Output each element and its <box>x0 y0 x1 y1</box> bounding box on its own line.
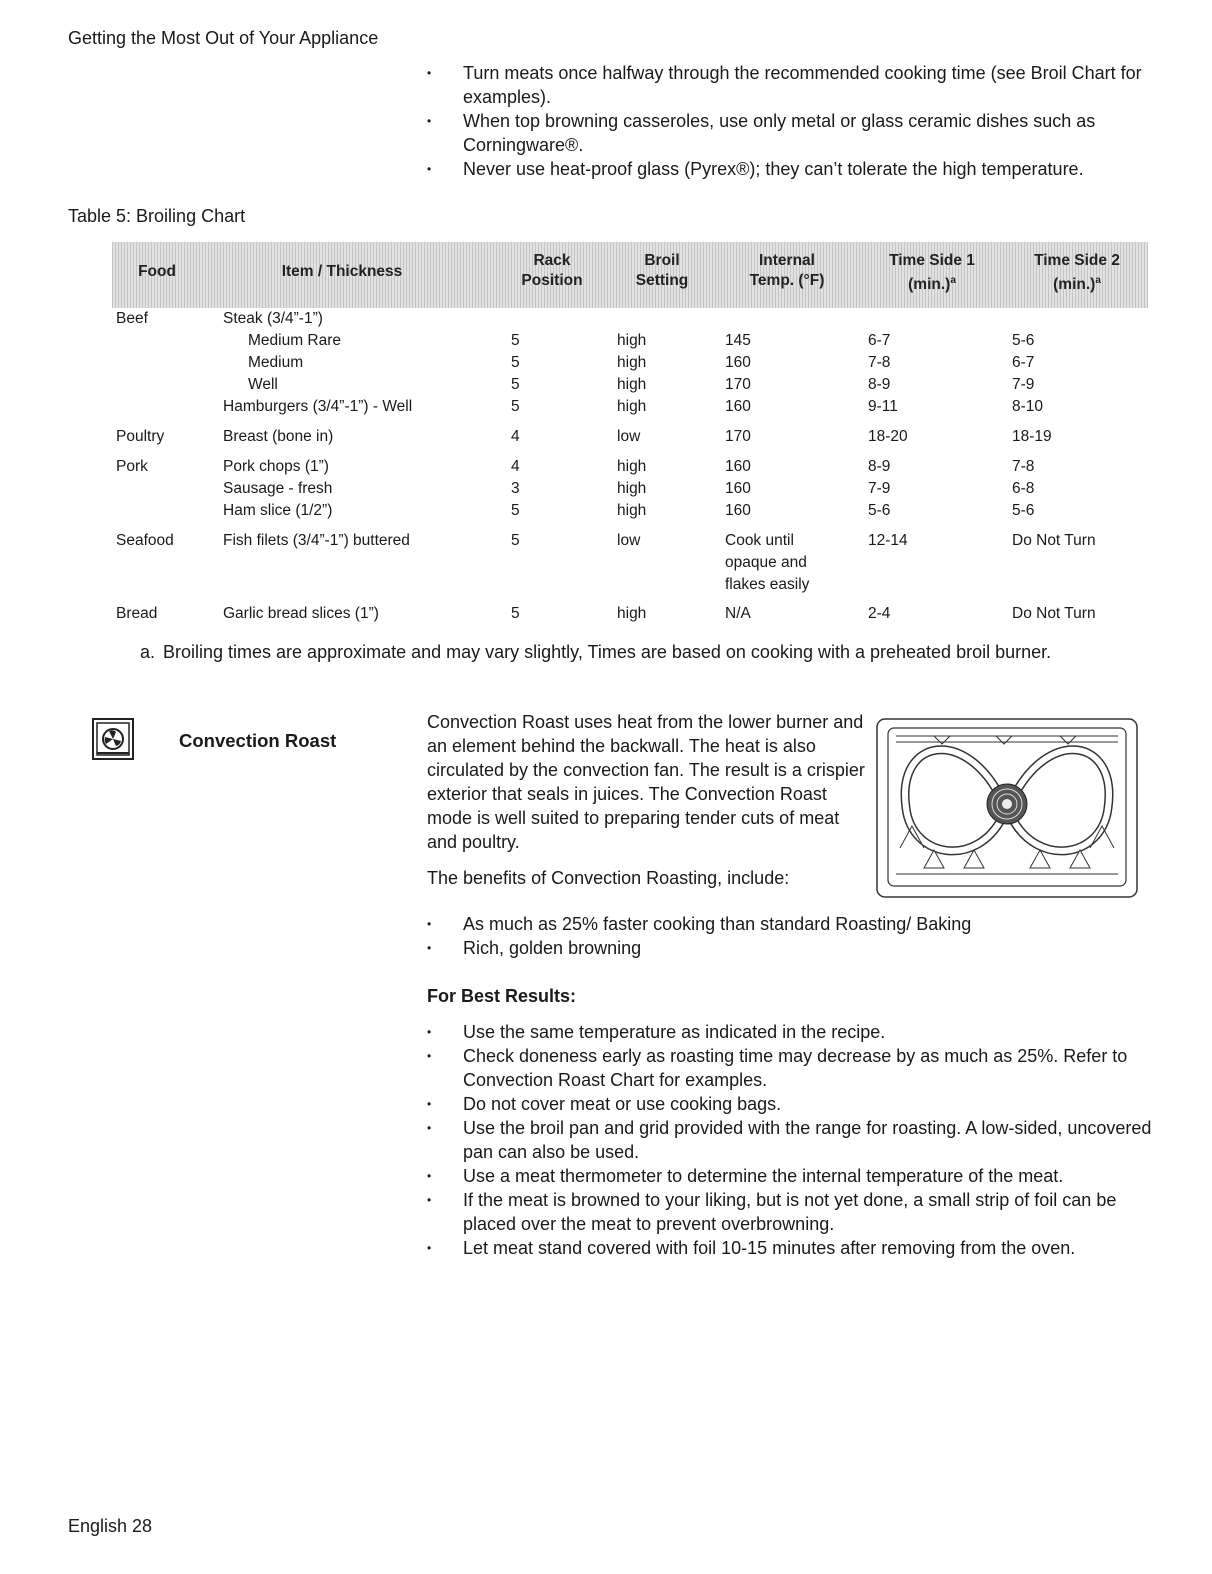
cell-time-2: 5-6 <box>1012 332 1035 349</box>
cell-broil: high <box>617 376 647 393</box>
cell-time-2: 6-7 <box>1012 354 1035 371</box>
cell-time-1: 12-14 <box>868 532 908 549</box>
cell-rack: 5 <box>511 398 520 415</box>
header-time-side-1: Time Side 1 $(\min.)^a$ <box>889 252 975 294</box>
cell-time-2: 18-19 <box>1012 428 1052 445</box>
cell-broil: high <box>617 480 647 497</box>
list-item: • When top browning casseroles, use only metal or glass ceramic dishes such as Corningware®. <box>427 109 1157 157</box>
cell-item: Medium <box>248 354 304 371</box>
cell-food: Beef <box>116 310 148 327</box>
cell-item: Garlic bread slices (1”) <box>223 605 379 622</box>
cell-temp: 160 <box>725 480 751 497</box>
cell-time-2: 7-9 <box>1012 376 1035 393</box>
header-time-side-2: Time Side 2 $(\min.)^a$ <box>1034 252 1120 294</box>
cell-item: Sausage - fresh <box>223 480 333 497</box>
list-item: • Let meat stand covered with foil 10-15 minutes after removing from the oven. <box>427 1236 1157 1260</box>
cell-time-2: Do Not Turn <box>1012 532 1096 549</box>
cell-temp: 170 <box>725 428 751 445</box>
list-item: • If the meat is browned to your liking, but is not yet done, a small strip of foil can be placed over the meat to prevent overbrowning. <box>427 1188 1157 1236</box>
oven-airflow-diagram <box>876 718 1138 898</box>
benefits-intro: The benefits of Convection Roasting, include: <box>427 868 790 888</box>
list-item: • Never use heat-proof glass (Pyrex®); they can’t tolerate the high temperature. <box>427 157 1157 181</box>
best-results-list <box>427 1020 1157 1260</box>
page-footer: English 28 <box>68 1516 153 1536</box>
cell-item: Well <box>248 376 278 393</box>
cell-rack: 5 <box>511 376 520 393</box>
cell-broil: high <box>617 332 647 349</box>
cell-item: Breast (bone in) <box>223 428 334 445</box>
cell-food: Poultry <box>116 428 165 445</box>
cell-food: Seafood <box>116 532 174 549</box>
cell-temp: 160 <box>725 354 751 371</box>
cell-item: Hamburgers (3/4”-1”) - Well <box>223 398 413 415</box>
benefits-list <box>427 912 1157 960</box>
table-header <box>112 242 1148 308</box>
header-item: Item / Thickness <box>281 263 403 280</box>
cell-broil: high <box>617 354 647 371</box>
header-broil: Broil Setting <box>635 252 689 289</box>
table-caption: Table 5: Broiling Chart <box>68 206 246 226</box>
cell-time-2: 5-6 <box>1012 502 1035 519</box>
footnote-text: Broiling times are approximate and may vary slightly, Times are based on cooking with a preheated broil burner. <box>163 642 1052 662</box>
footnote-letter: a. <box>140 642 156 662</box>
cell-time-1: 6-7 <box>868 332 891 349</box>
cell-rack: 5 <box>511 502 520 519</box>
cell-rack: 5 <box>511 332 520 349</box>
cell-time-2: 7-8 <box>1012 458 1035 475</box>
cell-temp: 170 <box>725 376 751 393</box>
cell-time-1: 7-8 <box>868 354 891 371</box>
cell-broil: high <box>617 605 647 622</box>
convection-fan-icon <box>92 718 134 760</box>
cell-item: Steak (3/4”-1”) <box>223 310 323 327</box>
cell-broil: high <box>617 398 647 415</box>
cell-rack: 4 <box>511 458 520 475</box>
list-item: • Check doneness early as roasting time may decrease by as much as 25%. Refer to Convection Roast Chart for examples. <box>427 1044 1157 1092</box>
cell-time-2: Do Not Turn <box>1012 605 1096 622</box>
cell-time-1: 5-6 <box>868 502 891 519</box>
header-rack: Rack Position <box>521 252 583 289</box>
cell-time-1: 18-20 <box>868 428 908 445</box>
cell-rack: 5 <box>511 354 520 371</box>
cell-rack: 4 <box>511 428 520 445</box>
cell-temp: N/A <box>725 605 751 622</box>
cell-rack: 5 <box>511 532 520 549</box>
intro-bullet-list <box>427 61 1157 181</box>
cell-time-1: 2-4 <box>868 605 891 622</box>
list-item: • Use the same temperature as indicated in the recipe. <box>427 1020 1157 1044</box>
cell-broil: high <box>617 502 647 519</box>
section-title: Convection Roast <box>179 730 337 751</box>
cell-broil: low <box>617 532 641 549</box>
cell-temp: 160 <box>725 502 751 519</box>
cell-temp: 160 <box>725 458 751 475</box>
cell-food: Bread <box>116 605 158 622</box>
cell-time-1: 7-9 <box>868 480 891 497</box>
header-food: Food <box>138 263 176 280</box>
best-results-title: For Best Results: <box>427 986 577 1006</box>
list-item: • Rich, golden browning <box>427 936 1157 960</box>
cell-temp: 160 <box>725 398 751 415</box>
cell-time-1: 9-11 <box>868 398 898 415</box>
cell-item: Pork chops (1”) <box>223 458 329 475</box>
convection-description: Convection Roast uses heat from the lower burner and an element behind the backwall. The heat is also circulated by the convection fan. The result is a crispier exterior that seals in juices. The Convection Roast mode is well suited to preparing tender cuts of meat and poultry. <box>427 712 865 852</box>
list-item: • Do not cover meat or use cooking bags. <box>427 1092 1157 1116</box>
cell-item: Ham slice (1/2”) <box>223 502 333 519</box>
cell-broil: low <box>617 428 641 445</box>
cell-broil: high <box>617 458 647 475</box>
list-item: • As much as 25% faster cooking than standard Roasting/ Baking <box>427 912 1157 936</box>
cell-rack: 5 <box>511 605 520 622</box>
cell-item: Medium Rare <box>248 332 342 349</box>
cell-temp: Cook until opaque and flakes easily <box>725 532 810 593</box>
cell-time-1: 8-9 <box>868 376 891 393</box>
cell-rack: 3 <box>511 480 520 497</box>
list-item: • Use a meat thermometer to determine the internal temperature of the meat. <box>427 1164 1157 1188</box>
list-item: • Turn meats once halfway through the recommended cooking time (see Broil Chart for examples). <box>427 61 1157 109</box>
page-header: Getting the Most Out of Your Appliance <box>68 28 379 48</box>
cell-time-2: 8-10 <box>1012 398 1044 415</box>
list-item: • Use the broil pan and grid provided with the range for roasting. A low-sided, uncovered pan can also be used. <box>427 1116 1157 1164</box>
cell-time-1: 8-9 <box>868 458 891 475</box>
header-temp: Internal Temp. (°F) <box>749 252 825 289</box>
cell-food: Pork <box>116 458 148 475</box>
cell-time-2: 6-8 <box>1012 480 1035 497</box>
cell-temp: 145 <box>725 332 751 349</box>
cell-item: Fish filets (3/4”-1”) buttered <box>223 532 410 549</box>
